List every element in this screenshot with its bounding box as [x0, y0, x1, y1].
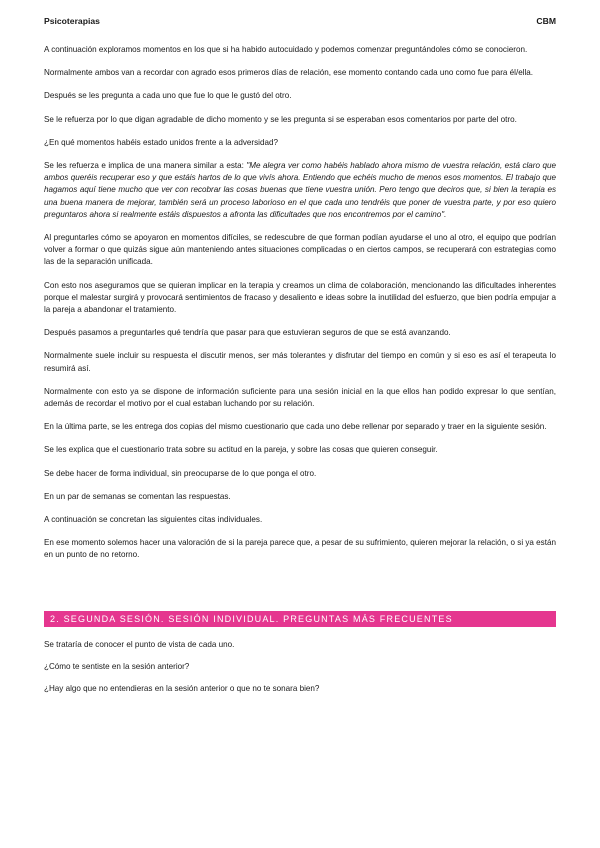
- paragraph: Con esto nos aseguramos que se quieran implicar en la terapia y creamos un clima de colaboración, mencionando las dificultades inherentes porque el malestar surgirá y provocará sentimientos de fracaso y desaliento e ideas sobre la inutilidad del esfuerzo, que bien podría empujar a la pareja a abandonar el tratamiento.: [44, 280, 556, 315]
- section-question: ¿Hay algo que no entendieras en la sesión anterior o que no te sonara bien?: [44, 683, 320, 693]
- paragraph: En la última parte, se les entrega dos copias del mismo cuestionario que cada uno debe rellenar por separado y traer en la siguiente sesión.: [44, 422, 547, 432]
- page-header: [44, 16, 556, 26]
- paragraph: Se les explica que el cuestionario trata sobre su actitud en la pareja, y sobre las cosas que quieren conseguir.: [44, 445, 438, 455]
- paragraph: En un par de semanas se comentan las respuestas.: [44, 491, 231, 501]
- paragraph: Normalmente con esto ya se dispone de información suficiente para una sesión inicial en la que ellos han podido expresar lo que sentían, además de recordar el motivo por el cual estaban luchando por su relación.: [44, 386, 556, 409]
- paragraph: En ese momento solemos hacer una valoración de si la pareja parece que, a pesar de su sufrimiento, quieren mejorar la relación, o si ya están en un punto de no retorno.: [44, 538, 556, 560]
- paragraph: Se le refuerza por lo que digan agradable de dicho momento y se les pregunta si se esperaban esos comentarios por parte del otro.: [44, 114, 517, 124]
- paragraph: Después se les pregunta a cada uno que fue lo que le gustó del otro.: [44, 91, 292, 101]
- reinforce-quote: "Me alegra ver como habéis hablado ahora mismo de vuestra relación, está claro que ambos queréis recuperar eso y que estáis hartos de lo que vivís ahora. Entiendo que echéis mucho de menos esos momentos. El trabajo que hagamos aquí tiene mucho que ver con recobrar las cosas buenas que tiene vuestra unión. Pero tengo que deciros que, si bien la terapia es una buena manera de mejorar, también será un proceso laborioso en el que cada uno tendréis que poner de vuestra parte, y por eso quiero preguntaros ahora si realmente estáis dispuestos a afronta las dificultades que nos encontremos por el camino".: [44, 161, 556, 219]
- section-line: Se trataría de conocer el punto de vista de cada uno.: [44, 639, 235, 649]
- paragraph: Normalmente ambos van a recordar con agrado esos primeros días de relación, ese momento contando cada uno como fue para él/ella.: [44, 68, 534, 78]
- paragraph: Se debe hacer de forma individual, sin preocuparse de lo que ponga el otro.: [44, 468, 317, 478]
- page-content: [44, 44, 556, 705]
- reinforce-lead: Se les refuerza e implica de una manera similar a esta:: [44, 161, 247, 171]
- section-heading-banner: 2. SEGUNDA SESIÓN. SESIÓN INDIVIDUAL. PREGUNTAS MÁS FRECUENTES: [44, 611, 556, 627]
- paragraph: Al preguntarles cómo se apoyaron en momentos difíciles, se redescubre de que forman podían ayudarse el uno al otro, el equipo que podrían volver a formar o que quizás sigue aún manteniendo antes situaciones complicadas o en ciertos campos, se recuperará con estrategias como las de la separación unificada.: [44, 233, 556, 267]
- paragraph: A continuación se concretan las siguientes citas individuales.: [44, 515, 263, 525]
- paragraph: Después pasamos a preguntarles qué tendría que pasar para que estuvieran seguros de que se está avanzando.: [44, 328, 451, 338]
- header-title: Psicoterapias: [44, 16, 100, 26]
- paragraph: Normalmente suele incluir su respuesta el discutir menos, ser más tolerantes y disfrutar del tiempo en común y si eso es así el terapeuta lo resumirá así.: [44, 351, 556, 373]
- header-initials: CBM: [536, 16, 556, 26]
- reinforce-paragraph: [44, 160, 556, 221]
- section-question: ¿Cómo te sentiste en la sesión anterior?: [44, 661, 190, 671]
- question-paragraph: ¿En qué momentos habéis estado unidos frente a la adversidad?: [44, 137, 278, 147]
- paragraph: A continuación exploramos momentos en los que si ha habido autocuidado y podemos comenzar preguntándoles cómo se conocieron.: [44, 45, 528, 54]
